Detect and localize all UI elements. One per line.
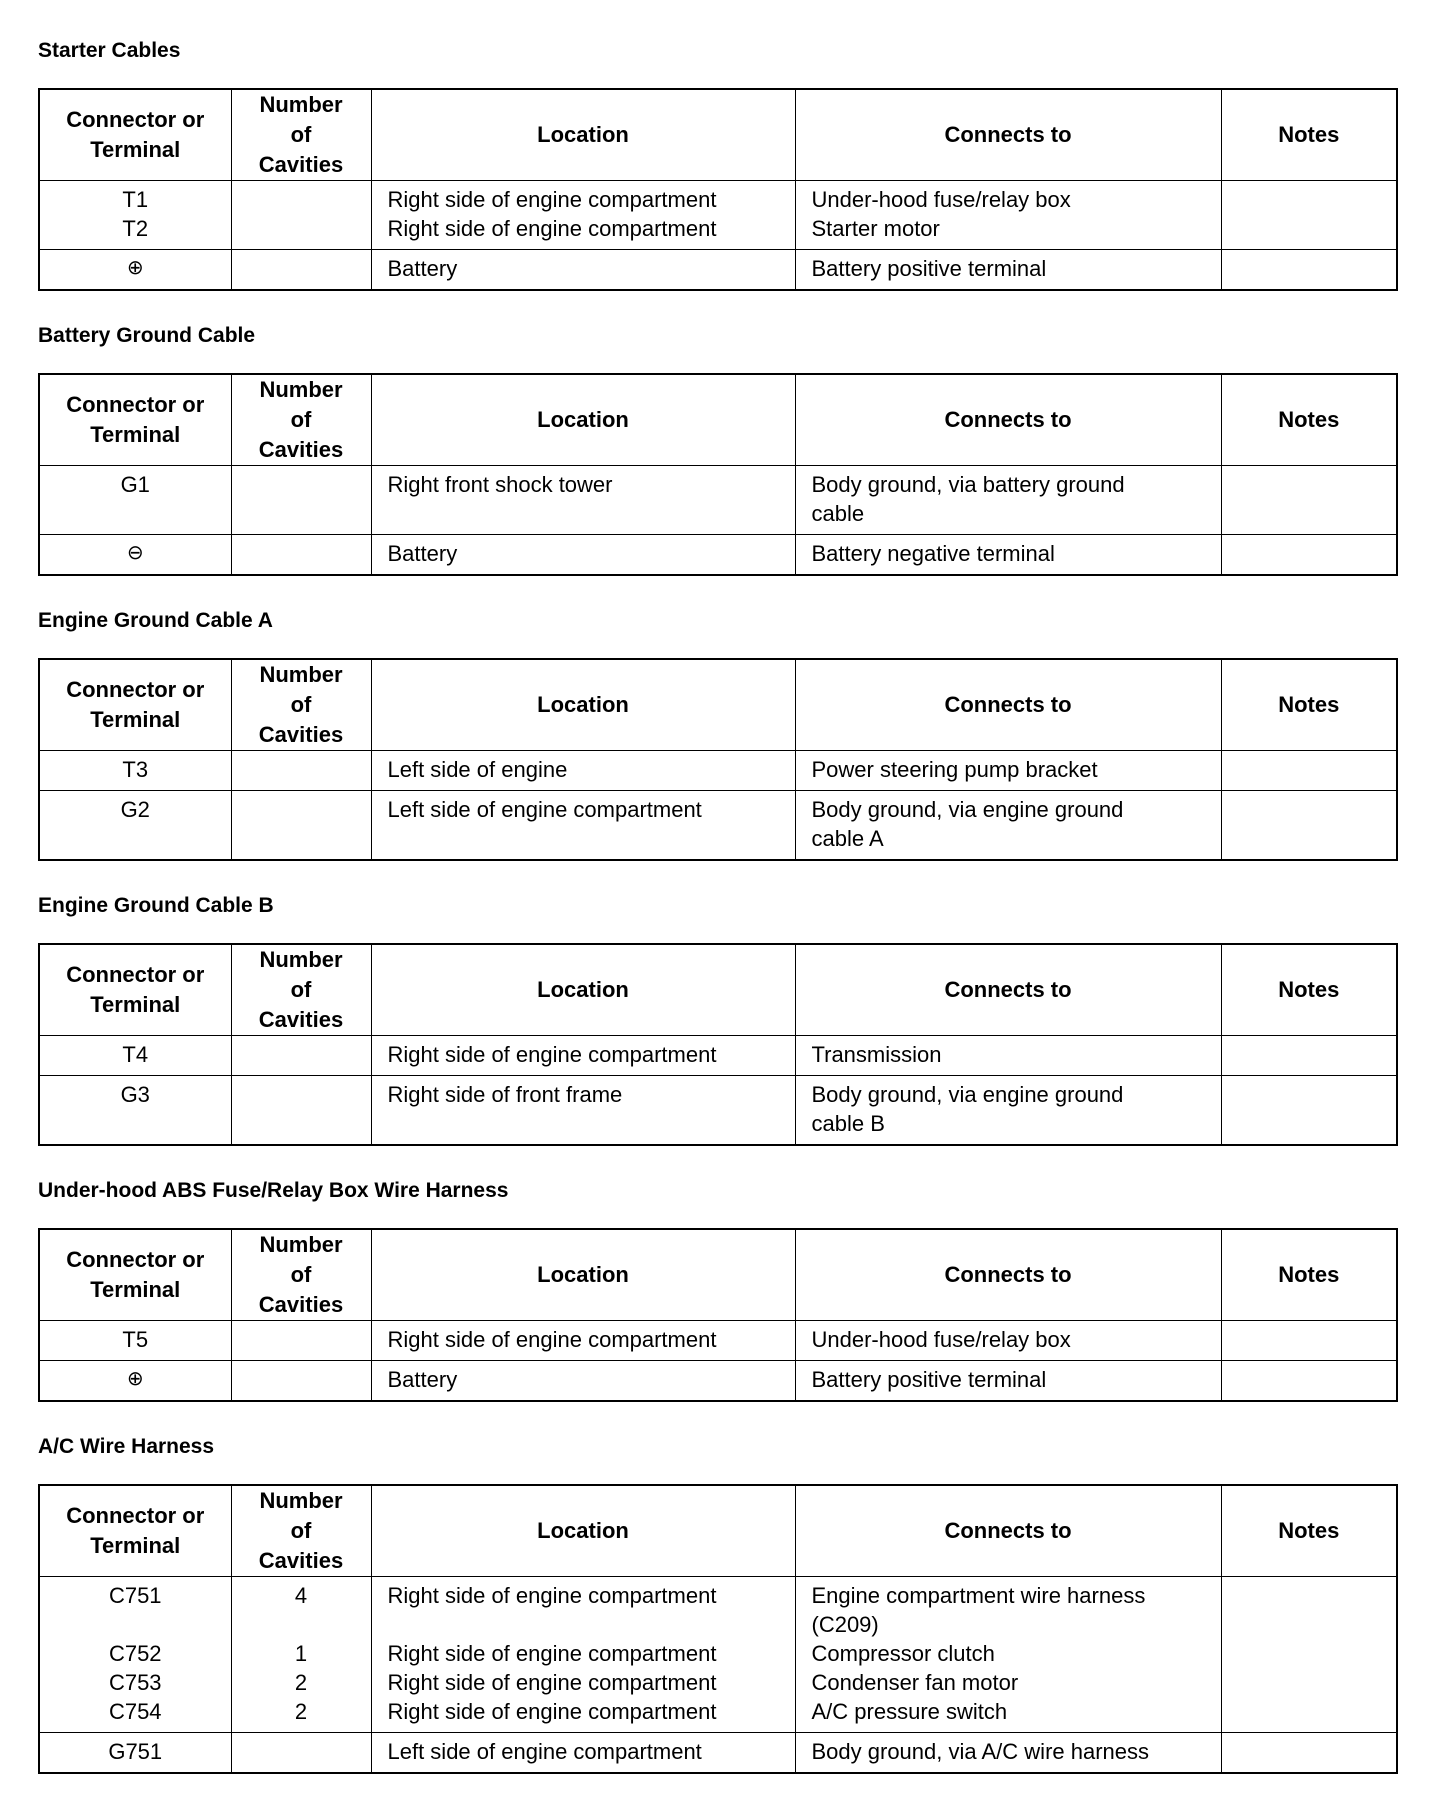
cell-cavities — [231, 1577, 371, 1733]
cell-line: Right side of engine compartment — [387, 1042, 717, 1067]
section — [30, 321, 1400, 576]
cell-line: A/C pressure switch — [811, 1699, 1008, 1724]
header-number-of-cavities: Number of Cavities — [231, 374, 371, 466]
cell-line: Right side of engine compartment — [387, 1699, 717, 1724]
cell-line: ⊖ — [126, 542, 144, 564]
connector-table — [38, 658, 1398, 861]
cell-line: Body ground, via engine ground cable B — [811, 1082, 1124, 1136]
header-row — [39, 1485, 1397, 1577]
header-number-of-cavities: Number of Cavities — [231, 1229, 371, 1321]
cell-line: T1 — [122, 187, 149, 212]
table-row — [39, 1577, 1397, 1733]
header-location: Location — [371, 89, 795, 181]
header-connects-to: Connects to — [795, 1229, 1221, 1321]
cell-location — [371, 466, 795, 535]
cell-cavities — [231, 1733, 371, 1774]
table-row — [39, 250, 1397, 291]
cell-line: 4 — [294, 1583, 308, 1608]
cell-line: Battery — [387, 541, 458, 566]
cell-line: T4 — [122, 1042, 149, 1067]
header-location: Location — [371, 374, 795, 466]
section-title: A/C Wire Harness — [38, 1435, 215, 1458]
cell-line: Power steering pump bracket — [811, 757, 1098, 782]
cell-line: Battery positive terminal — [811, 1367, 1047, 1392]
table-row — [39, 1036, 1397, 1076]
cell-connector — [39, 250, 231, 291]
header-row — [39, 659, 1397, 751]
cell-notes — [1221, 1321, 1397, 1361]
cell-line: Body ground, via engine ground cable A — [811, 797, 1124, 851]
cell-cavities — [231, 1361, 371, 1402]
table-row — [39, 535, 1397, 576]
connector-table — [38, 1228, 1398, 1402]
document-page — [30, 36, 1400, 1804]
header-connector-or-terminal: Connector or Terminal — [39, 89, 231, 181]
table-row — [39, 791, 1397, 861]
cell-connects-to — [795, 751, 1221, 791]
cell-connector — [39, 1577, 231, 1733]
cell-connects-to — [795, 466, 1221, 535]
cell-connects-to — [795, 1036, 1221, 1076]
cell-notes — [1221, 466, 1397, 535]
cell-connector — [39, 1076, 231, 1146]
header-row — [39, 89, 1397, 181]
cell-connector — [39, 535, 231, 576]
connector-table — [38, 1484, 1398, 1774]
cell-connector — [39, 1321, 231, 1361]
cell-connector — [39, 466, 231, 535]
cell-notes — [1221, 1361, 1397, 1402]
cell-line: Battery — [387, 256, 458, 281]
cell-line: ⊕ — [126, 1368, 144, 1390]
cell-connects-to — [795, 791, 1221, 861]
header-location: Location — [371, 1485, 795, 1577]
cell-line: Transmission — [811, 1042, 942, 1067]
cell-location — [371, 1361, 795, 1402]
cell-location — [371, 791, 795, 861]
cell-line: C754 — [108, 1699, 162, 1724]
cell-cavities — [231, 181, 371, 250]
header-connects-to: Connects to — [795, 89, 1221, 181]
header-connects-to: Connects to — [795, 659, 1221, 751]
cell-line: C752 — [108, 1641, 162, 1666]
cell-line: Right side of engine compartment — [387, 1641, 717, 1666]
cell-cavities — [231, 751, 371, 791]
cell-cavities — [231, 1321, 371, 1361]
cell-line: Under-hood fuse/relay box — [811, 187, 1071, 212]
cell-location — [371, 1076, 795, 1146]
cell-line: ⊕ — [126, 257, 144, 279]
cell-cavities — [231, 791, 371, 861]
cell-notes — [1221, 1076, 1397, 1146]
header-notes: Notes — [1221, 944, 1397, 1036]
cell-location — [371, 250, 795, 291]
header-number-of-cavities: Number of Cavities — [231, 1485, 371, 1577]
table-row — [39, 1733, 1397, 1774]
cell-connects-to — [795, 181, 1221, 250]
cell-connector — [39, 791, 231, 861]
cell-line: 1 — [294, 1641, 308, 1666]
cell-connects-to — [795, 1321, 1221, 1361]
header-number-of-cavities: Number of Cavities — [231, 659, 371, 751]
section-title: Engine Ground Cable B — [38, 894, 274, 917]
cell-line: C751 — [108, 1583, 162, 1608]
cell-line: Right side of engine compartment — [387, 187, 717, 212]
cell-notes — [1221, 1577, 1397, 1733]
cell-line: Compressor clutch — [811, 1641, 995, 1666]
cell-line: 2 — [294, 1670, 308, 1695]
cell-line: Starter motor — [811, 216, 940, 241]
cell-notes — [1221, 1036, 1397, 1076]
cell-location — [371, 1733, 795, 1774]
cell-line: G751 — [108, 1739, 163, 1764]
cell-line: T2 — [122, 216, 149, 241]
cell-notes — [1221, 1733, 1397, 1774]
cell-cavities — [231, 466, 371, 535]
section-title: Battery Ground Cable — [38, 324, 256, 347]
section-title: Engine Ground Cable A — [38, 609, 273, 632]
header-location: Location — [371, 1229, 795, 1321]
section-title: Starter Cables — [38, 39, 181, 62]
cell-connects-to — [795, 1361, 1221, 1402]
cell-line: Condenser fan motor — [811, 1670, 1019, 1695]
header-connector-or-terminal: Connector or Terminal — [39, 1229, 231, 1321]
header-connector-or-terminal: Connector or Terminal — [39, 659, 231, 751]
cell-line: Engine compartment wire harness (C209) — [811, 1583, 1146, 1637]
cell-location — [371, 535, 795, 576]
cell-connects-to — [795, 1577, 1221, 1733]
header-row — [39, 944, 1397, 1036]
header-notes: Notes — [1221, 1485, 1397, 1577]
cell-cavities — [231, 1036, 371, 1076]
table-row — [39, 1321, 1397, 1361]
cell-line: 2 — [294, 1699, 308, 1724]
cell-cavities — [231, 1076, 371, 1146]
table-row — [39, 466, 1397, 535]
header-notes: Notes — [1221, 1229, 1397, 1321]
cell-notes — [1221, 791, 1397, 861]
cell-line: Right side of engine compartment — [387, 1327, 717, 1352]
cell-line: Right side of engine compartment — [387, 1583, 717, 1608]
cell-location — [371, 181, 795, 250]
cell-connects-to — [795, 1733, 1221, 1774]
header-notes: Notes — [1221, 659, 1397, 751]
header-row — [39, 1229, 1397, 1321]
cell-line: C753 — [108, 1670, 162, 1695]
cell-line: T5 — [122, 1327, 149, 1352]
table-row — [39, 181, 1397, 250]
table-row — [39, 751, 1397, 791]
cell-line: Right side of front frame — [387, 1082, 623, 1107]
cell-connector — [39, 181, 231, 250]
header-notes: Notes — [1221, 89, 1397, 181]
cell-line: Left side of engine compartment — [387, 1739, 702, 1764]
header-connector-or-terminal: Connector or Terminal — [39, 1485, 231, 1577]
table-row — [39, 1361, 1397, 1402]
section — [30, 891, 1400, 1146]
header-number-of-cavities: Number of Cavities — [231, 89, 371, 181]
header-connector-or-terminal: Connector or Terminal — [39, 374, 231, 466]
cell-connector — [39, 1361, 231, 1402]
header-notes: Notes — [1221, 374, 1397, 466]
section — [30, 1176, 1400, 1402]
cell-connector — [39, 1036, 231, 1076]
cell-line: G1 — [120, 472, 150, 497]
cell-line: Body ground, via battery ground cable — [811, 472, 1125, 526]
connector-table — [38, 943, 1398, 1146]
cell-cavities — [231, 250, 371, 291]
cell-connector — [39, 751, 231, 791]
cell-connector — [39, 1733, 231, 1774]
cell-notes — [1221, 181, 1397, 250]
section-title: Under-hood ABS Fuse/Relay Box Wire Harness — [38, 1179, 509, 1202]
cell-connects-to — [795, 535, 1221, 576]
connector-table — [38, 88, 1398, 291]
section — [30, 36, 1400, 291]
cell-line: Right side of engine compartment — [387, 216, 717, 241]
cell-line: G2 — [120, 797, 150, 822]
cell-location — [371, 1036, 795, 1076]
cell-line: G3 — [120, 1082, 150, 1107]
cell-notes — [1221, 535, 1397, 576]
cell-cavities — [231, 535, 371, 576]
section — [30, 1432, 1400, 1774]
header-connects-to: Connects to — [795, 374, 1221, 466]
cell-line: Left side of engine compartment — [387, 797, 702, 822]
cell-connects-to — [795, 1076, 1221, 1146]
header-connects-to: Connects to — [795, 944, 1221, 1036]
cell-location — [371, 1577, 795, 1733]
connector-table — [38, 373, 1398, 576]
cell-line: Battery — [387, 1367, 458, 1392]
header-location: Location — [371, 944, 795, 1036]
section — [30, 606, 1400, 861]
cell-connects-to — [795, 250, 1221, 291]
table-row — [39, 1076, 1397, 1146]
cell-notes — [1221, 250, 1397, 291]
cell-location — [371, 751, 795, 791]
cell-line: T3 — [122, 757, 149, 782]
cell-line: Body ground, via A/C wire harness — [811, 1739, 1150, 1764]
header-connects-to: Connects to — [795, 1485, 1221, 1577]
cell-line: Left side of engine — [387, 757, 568, 782]
cell-location — [371, 1321, 795, 1361]
header-connector-or-terminal: Connector or Terminal — [39, 944, 231, 1036]
header-number-of-cavities: Number of Cavities — [231, 944, 371, 1036]
cell-notes — [1221, 751, 1397, 791]
cell-line: Right front shock tower — [387, 472, 613, 497]
cell-line: Under-hood fuse/relay box — [811, 1327, 1071, 1352]
header-location: Location — [371, 659, 795, 751]
cell-line: Battery positive terminal — [811, 256, 1047, 281]
cell-line: Battery negative terminal — [811, 541, 1055, 566]
header-row — [39, 374, 1397, 466]
cell-line: Right side of engine compartment — [387, 1670, 717, 1695]
